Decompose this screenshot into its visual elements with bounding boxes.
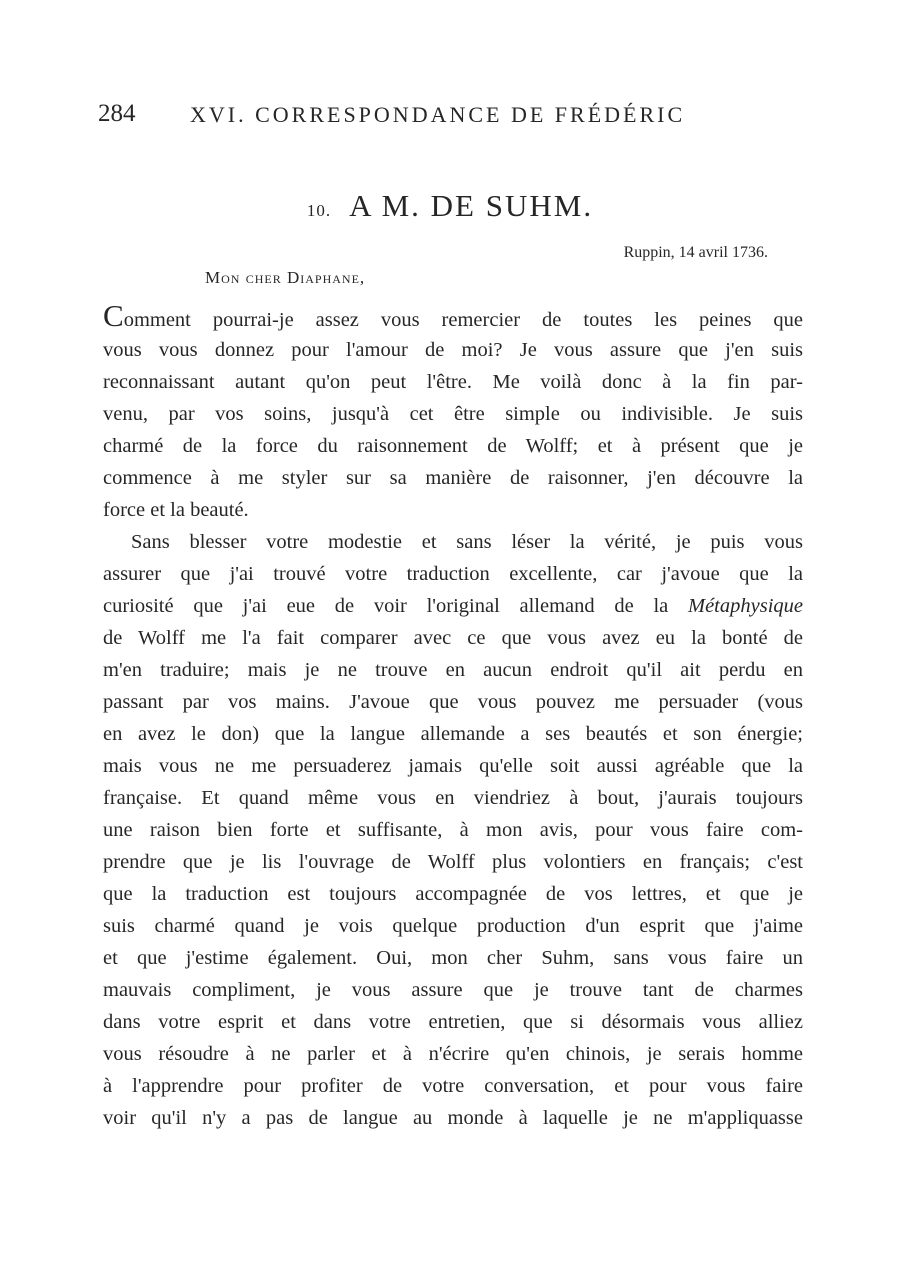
text-line: que la traduction est toujours accompagnée de vos lettres, et que je	[103, 883, 803, 905]
text-line: prendre que je lis l'ouvrage de Wolff plus volontiers en français; c'est	[103, 851, 803, 873]
text-line: à l'apprendre pour profiter de votre conversation, et pour vous faire	[103, 1075, 803, 1097]
text-line: mauvais compliment, je vous assure que je trouve tant de charmes	[103, 979, 803, 1001]
salutation: Mon cher Diaphane,	[205, 268, 366, 287]
letter-title: A M. DE SUHM.	[349, 188, 594, 223]
text-line: suis charmé quand je vois quelque production d'un esprit que j'aime	[103, 915, 803, 937]
text-line: en avez le don) que la langue allemande a ses beautés et son énergie;	[103, 723, 803, 745]
text-line: commence à me styler sur sa manière de raisonner, j'en découvre la	[103, 467, 803, 489]
page-number: 284	[98, 100, 136, 127]
text-line: passant par vos mains. J'avoue que vous pouvez me persuader (vous	[103, 691, 803, 713]
letter-number: 10.	[306, 201, 332, 220]
text-line: venu, par vos soins, jusqu'à cet être simple ou indivisible. Je suis	[103, 403, 803, 425]
text-line: m'en traduire; mais je ne trouve en aucun endroit qu'il ait perdu en	[103, 659, 803, 681]
running-title: XVI. CORRESPONDANCE DE FRÉDÉRIC	[190, 102, 686, 127]
book-title: Métaphysique	[688, 595, 803, 617]
text-line: mais vous ne me persuaderez jamais qu'elle soit aussi agréable que la	[103, 755, 803, 777]
dateline: Ruppin, 14 avril 1736.	[623, 244, 768, 261]
text-line: force et la beauté.	[103, 499, 249, 521]
text-line: Comment pourrai-je assez vous remercier de toutes les peines que	[103, 302, 803, 334]
letter-heading	[0, 188, 900, 224]
text-line: vous vous donnez pour l'amour de moi? Je vous assure que j'en suis	[103, 339, 803, 361]
letter-body	[103, 302, 803, 1134]
text-line: de Wolff me l'a fait comparer avec ce que vous avez eu la bonté de	[103, 627, 803, 649]
running-head	[98, 100, 798, 134]
text-line: Sans blesser votre modestie et sans léser la vérité, je puis vous	[131, 531, 803, 553]
text-line: une raison bien forte et suffisante, à mon avis, pour vous faire com-	[103, 819, 803, 841]
text-line: charmé de la force du raisonnement de Wolff; et à présent que je	[103, 435, 803, 457]
text-line: et que j'estime également. Oui, mon cher Suhm, sans vous faire un	[103, 947, 803, 969]
text-line: curiosité que j'ai eue de voir l'original allemand de la Métaphysique	[103, 595, 803, 617]
text-line: française. Et quand même vous en viendriez à bout, j'aurais toujours	[103, 787, 803, 809]
text-line: reconnaissant autant qu'on peut l'être. Me voilà donc à la fin par-	[103, 371, 803, 393]
text-line: voir qu'il n'y a pas de langue au monde à laquelle je ne m'appliquasse	[103, 1107, 803, 1129]
drop-cap: C	[103, 302, 124, 333]
text-line: vous résoudre à ne parler et à n'écrire qu'en chinois, je serais homme	[103, 1043, 803, 1065]
text-line: assurer que j'ai trouvé votre traduction excellente, car j'avoue que la	[103, 563, 803, 585]
text-line: dans votre esprit et dans votre entretien, que si désormais vous alliez	[103, 1011, 803, 1033]
